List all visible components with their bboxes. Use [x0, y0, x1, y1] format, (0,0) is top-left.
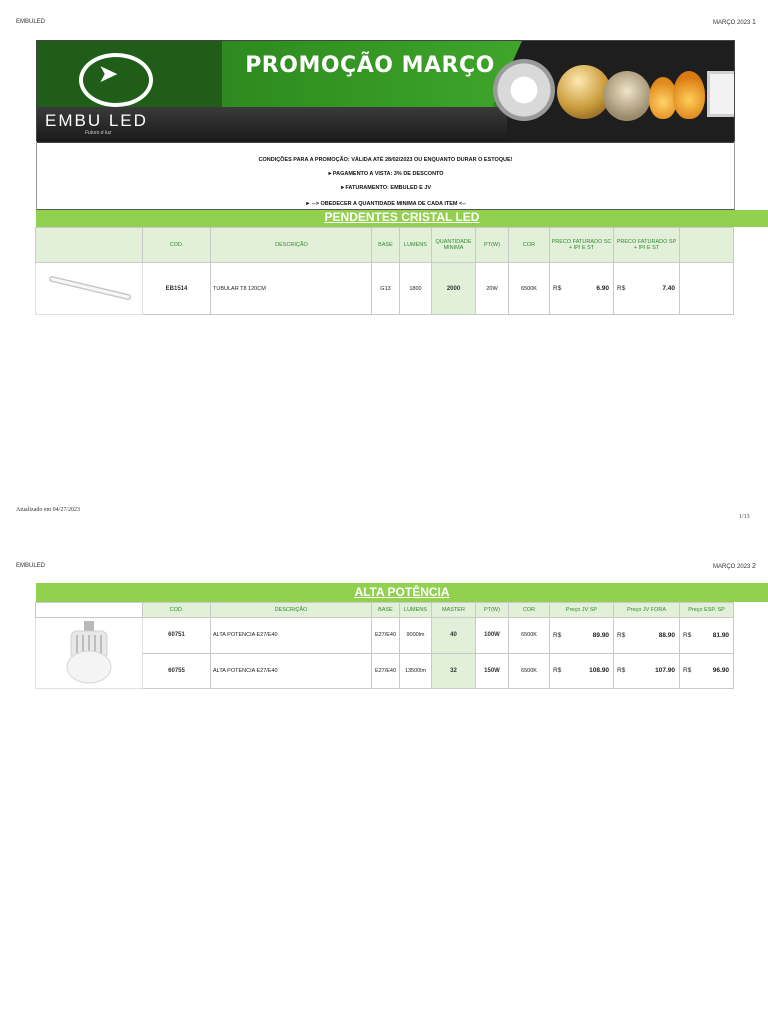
cell-cod: 60751 [143, 618, 211, 654]
product-image-tube [36, 263, 143, 315]
price-value: 7.40 [662, 285, 675, 292]
col-cod: COD. [143, 603, 211, 618]
brand-name: EMBU LED [45, 111, 148, 130]
currency-symbol: R$ [617, 631, 626, 639]
pendentes-table [35, 227, 734, 315]
cell-pt: 100W [476, 618, 509, 654]
currency-symbol: R$ [683, 667, 692, 675]
table-row [36, 618, 734, 654]
col-preco-jv-fora: Preço JV FORA [614, 603, 680, 618]
price-value: 89.90 [592, 631, 609, 639]
cell-cor: 6500K [509, 618, 550, 654]
col-preco-sp: PRECO FATURADO SP + IPI E ST [614, 228, 680, 263]
cell-preco-esp-sp [680, 618, 734, 654]
panel-light-icon [707, 71, 735, 117]
cell-master: 40 [432, 618, 476, 654]
section-title-alta-potencia [36, 583, 768, 602]
price-value: 96.90 [712, 667, 729, 675]
price-value: 81.90 [712, 631, 729, 639]
cell-pt: 20W [476, 263, 509, 315]
page2-page-number: 2 [752, 563, 756, 570]
col-preco-jv-sp: Preço JV SP [550, 603, 614, 618]
cell-descricao: TUBULAR T8 120CM [211, 263, 372, 315]
page2-header-left: EMBULED [16, 563, 46, 569]
cell-lumens: 9000lm [400, 618, 432, 654]
promotion-conditions [36, 141, 735, 210]
col-descricao: DESCRIÇÃO [211, 603, 372, 618]
col-pt: PT(W) [476, 603, 509, 618]
cell-preco-esp-sp [680, 653, 734, 689]
currency-symbol: R$ [553, 631, 562, 639]
cell-lumens: 13500lm [400, 653, 432, 689]
cell-preco-jv-sp [550, 618, 614, 654]
col-cor: COR [509, 603, 550, 618]
cell-descricao: ALTA POTENCIA E27/E40 [211, 653, 372, 689]
cell-pt: 150W [476, 653, 509, 689]
downlight-icon [493, 59, 555, 121]
col-master: MASTER [432, 603, 476, 618]
tube-lamp-icon [44, 273, 134, 303]
price-value: 88.90 [658, 631, 675, 639]
price-value: 107.90 [655, 667, 675, 675]
cell-cor: 6500K [509, 263, 550, 315]
page1-page-number: 1 [752, 19, 756, 26]
cell-cor: 6500K [509, 653, 550, 689]
page1-header-month: MARÇO 2023 [713, 20, 751, 26]
cell-cod: 60755 [143, 653, 211, 689]
table-row [36, 263, 734, 315]
col-pt: PT(W) [476, 228, 509, 263]
cell-preco-sc [550, 263, 614, 315]
alta-potencia-table [35, 602, 734, 689]
cell-preco-jv-fora [614, 618, 680, 654]
currency-symbol: R$ [617, 667, 626, 675]
flame-bulb-icon-2 [673, 71, 705, 119]
currency-symbol: R$ [553, 667, 562, 675]
condition-validity: CONDIÇÕES PARA A PROMOÇÃO: VÁLIDA ATÉ 28/02/2023 OU ENQUANTO DURAR O ESTOQUE! [258, 157, 513, 163]
price-value: 6.90 [596, 285, 609, 292]
page1-header-right [713, 19, 756, 26]
col-cod: COD. [143, 228, 211, 263]
table-header-row [36, 603, 734, 618]
cell-master: 32 [432, 653, 476, 689]
col-quantidade-minima: QUANTIDADE MINIMA [432, 228, 476, 263]
cell-base: E27/E40 [372, 653, 400, 689]
col-cor: COR [509, 228, 550, 263]
cell-base: E27/E40 [372, 618, 400, 654]
high-power-bulb-icon [59, 619, 119, 685]
condition-min-qty: ► --> OBEDECER A QUANTIDADE MINIMA DE CADA ITEM <-- [305, 201, 466, 207]
cell-descricao: ALTA POTENCIA E27/E40 [211, 618, 372, 654]
col-lumens: LUMENS [400, 228, 432, 263]
currency-symbol: R$ [553, 285, 562, 292]
cell-lumens: 1800 [400, 263, 432, 315]
cell-preco-jv-sp [550, 653, 614, 689]
brand-logo-mark-icon: ➤ [99, 61, 118, 86]
page2-header-right [713, 563, 756, 570]
condition-billing: ►FATURAMENTO: EMBULED E JV [339, 185, 432, 191]
section-title-pendentes-text: PENDENTES CRISTAL LED [324, 210, 480, 224]
section-title-alta-potencia-text: ALTA POTÊNCIA [354, 585, 450, 599]
currency-symbol: R$ [683, 631, 692, 639]
col-base: BASE [372, 228, 400, 263]
page1-header-left: EMBULED [16, 19, 46, 25]
col-base: BASE [372, 603, 400, 618]
cell-preco-jv-fora [614, 653, 680, 689]
table-header-row [36, 228, 734, 263]
product-image-high-power [36, 618, 143, 689]
col-preco-sc: PRECO FATURADO SC + IPI E ST [550, 228, 614, 263]
col-lumens: LUMENS [400, 603, 432, 618]
currency-symbol: R$ [617, 285, 626, 292]
cell-cod: EB1514 [143, 263, 211, 315]
filament-bulb-icon [603, 71, 651, 121]
banner-title: PROMOÇÃO MARÇO [245, 53, 495, 78]
cell-preco-sp [614, 263, 680, 315]
section-title-pendentes [36, 210, 768, 227]
promo-banner [36, 40, 735, 143]
col-descricao: DESCRIÇÃO [211, 228, 372, 263]
cell-quantidade: 2000 [432, 263, 476, 315]
page2-header-month: MARÇO 2023 [713, 564, 751, 570]
footer-updated: Atualizado em 04/27/2023 [16, 507, 80, 513]
condition-payment: ►PAGAMENTO A VISTA: 3% DE DESCONTO [327, 171, 444, 177]
brand-tagline: Futuro é luz [85, 130, 112, 136]
col-preco-esp-sp: Preço ESP. SP [680, 603, 734, 618]
footer-page-count: 1/13 [739, 514, 750, 520]
cell-base: G13 [372, 263, 400, 315]
price-value: 108.90 [589, 667, 609, 675]
